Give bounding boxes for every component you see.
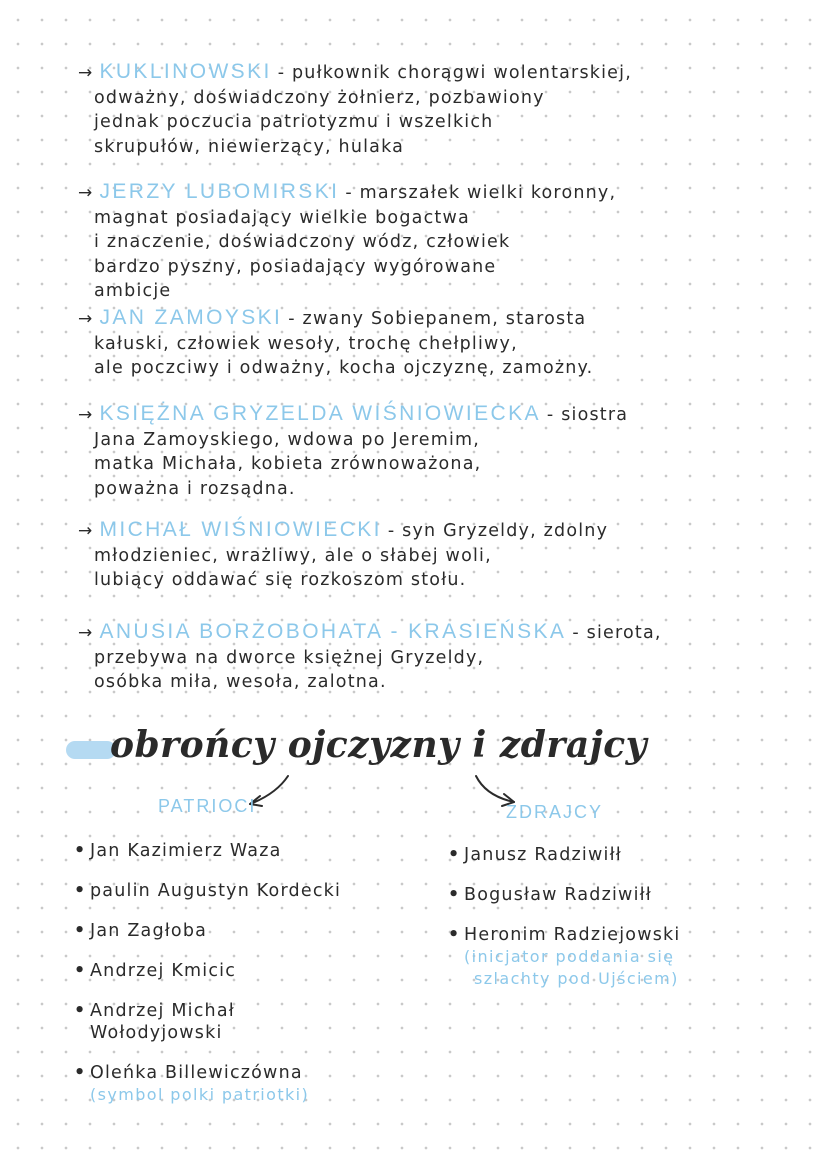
list-item [74, 1000, 341, 1044]
section-heading [66, 724, 746, 784]
patriot-name: Oleńka Billewiczówna [90, 1063, 303, 1083]
patriot-name: paulin Augustyn Kordecki [90, 881, 342, 901]
description-line: Jana Zamoyskiego, wdowa po Jeremim, [94, 429, 481, 450]
list-item [74, 960, 341, 982]
description-line: magnat posiadający wielkie bogactwa [94, 207, 470, 228]
list-item [74, 880, 341, 902]
list-item [74, 920, 341, 942]
traitor-name: Heronim Radziejowski [464, 925, 681, 945]
bullet-icon: • [74, 1001, 87, 1021]
description-line: kałuski, człowiek wesoły, trochę chełpliwy, [94, 333, 518, 354]
bullet-icon: • [74, 921, 87, 941]
arrow-icon: → [78, 623, 94, 643]
description-line: odważny, doświadczony żołnierz, pozbawiony [94, 87, 545, 108]
bullet-icon: • [74, 1063, 87, 1083]
bullet-icon: • [74, 881, 87, 901]
note-anusia-borzobohata [78, 620, 778, 695]
description-line: i znaczenie, doświadczony wódz, człowiek [94, 232, 511, 252]
note-michal-wisniowiecki [78, 518, 778, 593]
description-line: ale poczciwy i odważny, kocha ojczyznę, zamożny. [94, 358, 594, 378]
description-line: poważna i rozsądna. [94, 478, 296, 499]
traitor-name: Janusz Radziwiłł [464, 845, 622, 865]
traitors-label: ZDRAJCY [506, 802, 604, 822]
patriots-label: PATRIOCI [158, 796, 257, 816]
description-line: matka Michała, kobieta zrównoważona, [94, 454, 482, 474]
description-line: przebywa na dworce księżnej Gryzeldy, [94, 647, 485, 668]
arrow-icon: → [78, 405, 94, 425]
list-item [448, 844, 680, 866]
bullet-icon: • [74, 961, 87, 981]
heading-text: obrońcy ojczyzny i zdrajcy [110, 724, 648, 766]
list-item [448, 884, 680, 906]
character-name: KUKLINOWSKI [99, 60, 272, 83]
arrow-icon: → [78, 183, 94, 203]
character-name: MICHAŁ WIŚNIOWIECKI [99, 518, 382, 541]
description-line: - syn Gryzeldy, zdolny [387, 521, 609, 541]
traitor-note-cont: szlachty pod Ujściem) [474, 969, 679, 988]
description-line: lubiący oddawać się rozkoszom stołu. [94, 570, 467, 590]
traitor-note: (inicjator poddania się [464, 947, 675, 966]
patriot-name: Jan Kazimierz Waza [90, 841, 282, 861]
patriot-note: (symbol polki patriotki) [90, 1085, 310, 1104]
bullet-icon: • [448, 885, 461, 905]
arrow-icon: → [78, 309, 94, 329]
description-line: młodzieniec, wrażliwy, ale o słabej woli, [94, 545, 492, 566]
description-line: - marszałek wielki koronny, [345, 183, 617, 203]
list-item [74, 1062, 341, 1106]
character-name: ANUSIA BORZOBOHATA - KRASIEŃSKA [99, 620, 567, 643]
traitors-list [448, 844, 680, 990]
patriot-name-cont: Wołodyjowski [90, 1023, 223, 1043]
bullet-icon: • [74, 841, 87, 861]
description-line: - zwany Sobiepanem, starosta [288, 309, 587, 329]
description-line: bardzo pyszny, posiadający wygórowane [94, 256, 497, 277]
character-name: JAN ZAMOYSKI [99, 306, 283, 329]
description-line: skrupułów, niewierzący, hulaka [94, 136, 405, 157]
character-name: KSIĘŻNA GRYZELDA WIŚNIOWIECKA [99, 402, 541, 425]
patriot-name: Jan Zagłoba [90, 921, 208, 941]
arrow-icon: → [78, 521, 94, 541]
note-jerzy-lubomirski [78, 180, 778, 304]
list-item [74, 840, 341, 862]
highlighter-mark [66, 741, 116, 759]
traitor-name: Bogusław Radziwiłł [464, 885, 652, 905]
patriot-name: Andrzej Kmicic [90, 961, 237, 981]
note-kuklinowski [78, 60, 778, 159]
bullet-icon: • [448, 925, 461, 945]
description-line: - pułkownik chorągwi wolentarskiej, [277, 63, 632, 83]
list-item [448, 924, 680, 990]
description-line: jednak poczucia patriotyzmu i wszelkich [94, 112, 494, 132]
arrow-icon: → [78, 63, 94, 83]
description-line: - sierota, [572, 623, 662, 643]
note-gryzelda-wisniowiecka [78, 402, 778, 501]
bullet-icon: • [448, 845, 461, 865]
character-name: JERZY LUBOMIRSKI [99, 180, 340, 203]
description-line: ambicje [94, 281, 172, 301]
description-line: - siostra [546, 405, 629, 425]
description-line: osóbka miła, wesoła, zalotna. [94, 672, 387, 692]
patriots-list [74, 840, 341, 1106]
patriot-name: Andrzej Michał [90, 1001, 235, 1021]
note-jan-zamoyski [78, 306, 778, 381]
